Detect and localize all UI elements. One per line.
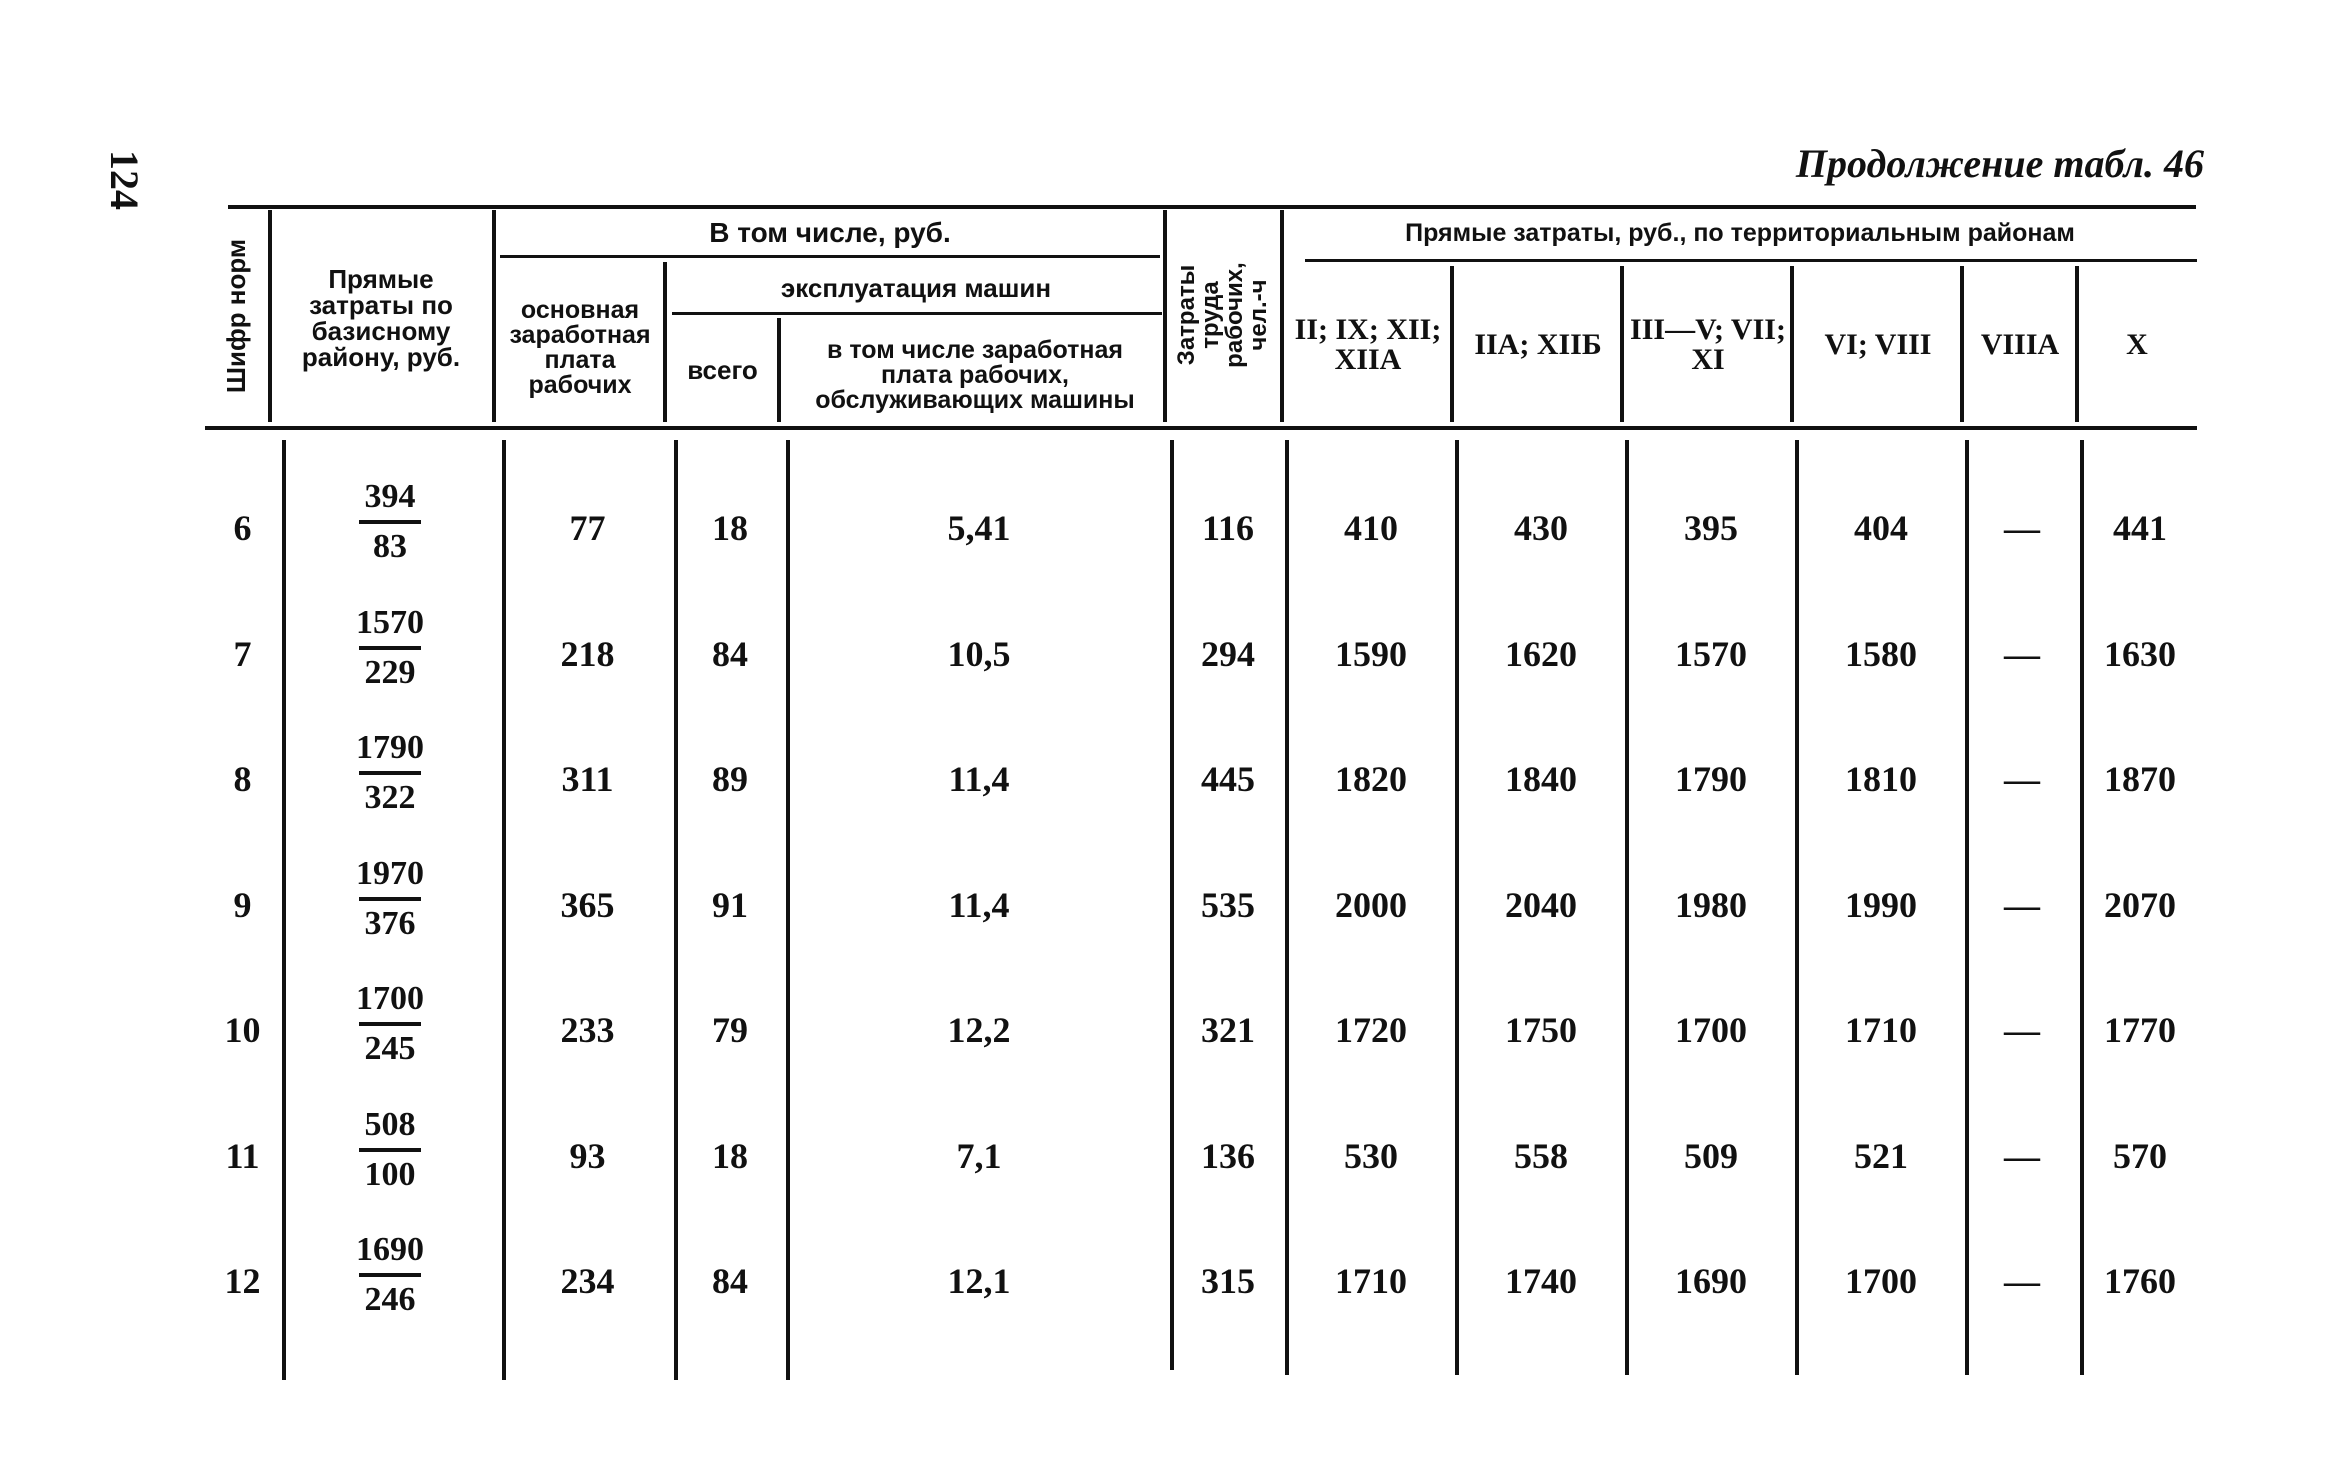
header-region-3-text: III—V; VII; XI xyxy=(1630,313,1786,376)
cell-r5: — xyxy=(2004,1261,2040,1301)
cell-r3: 1980 xyxy=(1675,884,1747,925)
cell-r3: 509 xyxy=(1684,1135,1738,1176)
header-region-4-text: VI; VIII xyxy=(1824,328,1932,361)
header-including xyxy=(500,215,1160,251)
cell-mach-wages: 12,2 xyxy=(947,1010,1011,1050)
cell-r6: 570 xyxy=(2113,1135,2167,1176)
cell-labor: 116 xyxy=(1201,508,1254,548)
fraction-bar xyxy=(359,1148,421,1152)
cell-direct-base-fraction xyxy=(340,980,440,1068)
cell-labor: 294 xyxy=(1201,633,1255,674)
cell-r2: 558 xyxy=(1514,1135,1568,1176)
cell-wages: 234 xyxy=(560,1261,615,1301)
cell-r3: 1570 xyxy=(1675,633,1747,674)
fraction-bar xyxy=(359,1273,421,1277)
fraction-bar xyxy=(359,771,421,775)
fraction-denominator: 376 xyxy=(364,904,416,942)
cell-mach-total: 89 xyxy=(712,759,748,799)
header-code-text: Шифр норм xyxy=(221,238,252,394)
header-code xyxy=(205,210,267,422)
cell-r6: 1870 xyxy=(2104,759,2176,799)
cell-code: 11 xyxy=(225,1135,260,1176)
cell-r3: 1690 xyxy=(1675,1261,1747,1301)
cell-r4: 1580 xyxy=(1845,633,1917,674)
col-divider xyxy=(1625,440,1629,1375)
cell-labor: 445 xyxy=(1201,759,1255,799)
cell-r3: 1700 xyxy=(1675,1010,1747,1050)
cell-r1: 410 xyxy=(1344,508,1398,548)
fraction-denominator: 229 xyxy=(364,653,416,691)
cell-r5: — xyxy=(2004,1135,2040,1176)
header-region-3 xyxy=(1628,300,1788,390)
cell-direct-base-fraction xyxy=(340,1231,440,1319)
cell-mach-total: 18 xyxy=(712,1135,748,1176)
page-number: 124 xyxy=(102,150,147,210)
col-divider xyxy=(2075,266,2079,422)
fraction-numerator: 1690 xyxy=(356,1231,424,1268)
col-divider xyxy=(777,318,781,422)
cell-mach-total: 84 xyxy=(712,1261,748,1301)
cell-r4: 521 xyxy=(1854,1135,1908,1176)
cell-wages: 311 xyxy=(561,759,614,799)
cell-r3: 1790 xyxy=(1675,759,1747,799)
cell-r6: 1760 xyxy=(2104,1261,2176,1301)
cell-r5: — xyxy=(2004,1010,2040,1050)
cell-r6: 441 xyxy=(2113,508,2167,548)
col-divider xyxy=(268,210,272,422)
cell-mach-wages: 5,41 xyxy=(947,508,1011,548)
cell-r1: 2000 xyxy=(1335,884,1407,925)
cell-wages: 233 xyxy=(560,1010,615,1050)
cell-code: 9 xyxy=(233,884,252,925)
cell-r3: 395 xyxy=(1684,508,1738,548)
header-machines-wages xyxy=(790,330,1160,420)
cell-r2: 1840 xyxy=(1505,759,1577,799)
cell-direct-base-fraction xyxy=(340,1106,440,1194)
header-region-2-text: IIA; XIIБ xyxy=(1474,328,1602,361)
col-divider xyxy=(2080,440,2084,1375)
col-divider xyxy=(282,440,286,1380)
cell-r2: 430 xyxy=(1514,508,1568,548)
cell-r5: — xyxy=(2004,633,2040,674)
col-divider xyxy=(1163,210,1167,422)
fraction-bar xyxy=(359,1022,421,1026)
cell-code: 6 xyxy=(233,508,252,548)
header-machines-text: эксплуатация машин xyxy=(780,273,1052,303)
cell-direct-base-fraction xyxy=(340,729,440,817)
header-region-2 xyxy=(1458,300,1618,390)
col-divider xyxy=(1620,266,1624,422)
table-caption: Продолжение табл. 46 xyxy=(1795,141,2204,186)
fraction-bar xyxy=(359,520,421,524)
header-machines xyxy=(672,268,1160,308)
col-divider xyxy=(1790,266,1794,422)
header-including-text: В том числе, руб. xyxy=(709,217,951,248)
fraction-denominator: 246 xyxy=(364,1281,416,1318)
cell-wages: 218 xyxy=(560,633,615,674)
fraction-denominator: 322 xyxy=(364,779,416,816)
cell-mach-wages: 11,4 xyxy=(948,884,1010,925)
cell-mach-total: 91 xyxy=(712,884,748,925)
cell-code: 8 xyxy=(233,759,252,799)
header-region-4 xyxy=(1798,300,1958,390)
header-machines-wages-text: в том числе заработная плата рабочих, обслуживающих машины xyxy=(815,335,1135,414)
cell-r4: 1700 xyxy=(1845,1261,1917,1301)
fraction-numerator: 1570 xyxy=(356,603,424,641)
cell-r2: 1750 xyxy=(1505,1010,1577,1050)
col-divider xyxy=(1280,210,1284,422)
fraction-bar xyxy=(359,897,421,901)
header-machines-total xyxy=(670,320,775,420)
cell-wages: 365 xyxy=(560,884,615,925)
col-divider xyxy=(663,262,667,422)
cell-mach-wages: 10,5 xyxy=(947,633,1011,674)
header-bottom-rule xyxy=(205,426,2197,430)
cell-mach-total: 18 xyxy=(712,508,748,548)
header-machines-total-text: всего xyxy=(687,355,758,385)
cell-r2: 1620 xyxy=(1505,633,1577,674)
cell-labor: 315 xyxy=(1201,1261,1255,1301)
header-regions-title xyxy=(1290,215,2190,251)
cell-r1: 1720 xyxy=(1335,1010,1407,1050)
cell-r1: 1820 xyxy=(1335,759,1407,799)
fraction-numerator: 1700 xyxy=(356,980,424,1017)
header-direct-base-text: Прямые затраты по базисному району, руб. xyxy=(301,264,461,372)
cell-direct-base-fraction xyxy=(340,604,440,692)
regions-underline xyxy=(1305,259,2197,262)
cell-r1: 1710 xyxy=(1335,1261,1407,1301)
cell-r5: — xyxy=(2004,759,2040,799)
fraction-bar xyxy=(359,646,421,650)
cell-labor: 136 xyxy=(1201,1135,1255,1176)
col-divider xyxy=(1285,440,1289,1375)
fraction-denominator: 100 xyxy=(364,1155,416,1193)
cell-code: 12 xyxy=(224,1261,261,1301)
cell-mach-total: 79 xyxy=(712,1010,748,1050)
cell-r5: — xyxy=(2004,508,2040,548)
cell-labor: 535 xyxy=(1201,884,1255,925)
cell-r6: 1630 xyxy=(2104,633,2176,674)
cell-r4: 1990 xyxy=(1845,884,1917,925)
cell-r1: 1590 xyxy=(1335,633,1407,674)
header-regions-title-text: Прямые затраты, руб., по территориальным районам xyxy=(1405,218,2075,247)
fraction-numerator: 508 xyxy=(364,1105,416,1143)
cell-wages: 93 xyxy=(569,1135,606,1176)
header-wages-text: основная заработная плата рабочих xyxy=(509,295,651,399)
fraction-numerator: 1970 xyxy=(356,854,424,892)
cell-code: 7 xyxy=(233,633,252,674)
cell-wages: 77 xyxy=(569,508,606,548)
table-top-rule xyxy=(228,205,2196,209)
header-region-1-text: II; IX; XII; XIIA xyxy=(1294,313,1442,376)
header-region-1 xyxy=(1288,300,1448,390)
fraction-numerator: 394 xyxy=(364,478,416,515)
cell-code: 10 xyxy=(224,1010,261,1050)
machines-underline xyxy=(672,312,1162,315)
header-region-5-text: VIIIA xyxy=(1980,328,2060,361)
col-divider xyxy=(1455,440,1459,1375)
cell-r5: — xyxy=(2004,884,2040,925)
header-region-5 xyxy=(1966,300,2074,390)
cell-mach-total: 84 xyxy=(712,633,748,674)
cell-mach-wages: 12,1 xyxy=(947,1261,1011,1301)
header-direct-base xyxy=(278,258,484,378)
fraction-denominator: 245 xyxy=(364,1030,416,1067)
fraction-numerator: 1790 xyxy=(356,729,424,766)
cell-r6: 2070 xyxy=(2104,884,2176,925)
cell-r2: 1740 xyxy=(1505,1261,1577,1301)
col-divider xyxy=(1795,440,1799,1375)
cell-mach-wages: 11,4 xyxy=(948,759,1010,799)
cell-labor: 321 xyxy=(1201,1010,1255,1050)
col-divider xyxy=(1450,266,1454,422)
including-underline xyxy=(500,255,1160,258)
header-labor-text: Затраты труда рабочих, чел.-ч xyxy=(1173,262,1272,368)
header-wages xyxy=(500,275,660,420)
cell-r4: 404 xyxy=(1854,508,1908,548)
cell-r4: 1810 xyxy=(1845,759,1917,799)
cell-r4: 1710 xyxy=(1845,1010,1917,1050)
col-divider xyxy=(1960,266,1964,422)
cell-direct-base-fraction xyxy=(340,478,440,566)
cell-direct-base-fraction xyxy=(340,855,440,943)
header-labor xyxy=(1168,215,1278,415)
cell-r6: 1770 xyxy=(2104,1010,2176,1050)
cell-r2: 2040 xyxy=(1505,884,1577,925)
header-region-6-text: X xyxy=(2126,328,2148,361)
cell-mach-wages: 7,1 xyxy=(956,1135,1002,1176)
header-region-6 xyxy=(2082,300,2192,390)
fraction-denominator: 83 xyxy=(373,528,407,565)
cell-r1: 530 xyxy=(1344,1135,1398,1176)
col-divider xyxy=(492,210,496,422)
